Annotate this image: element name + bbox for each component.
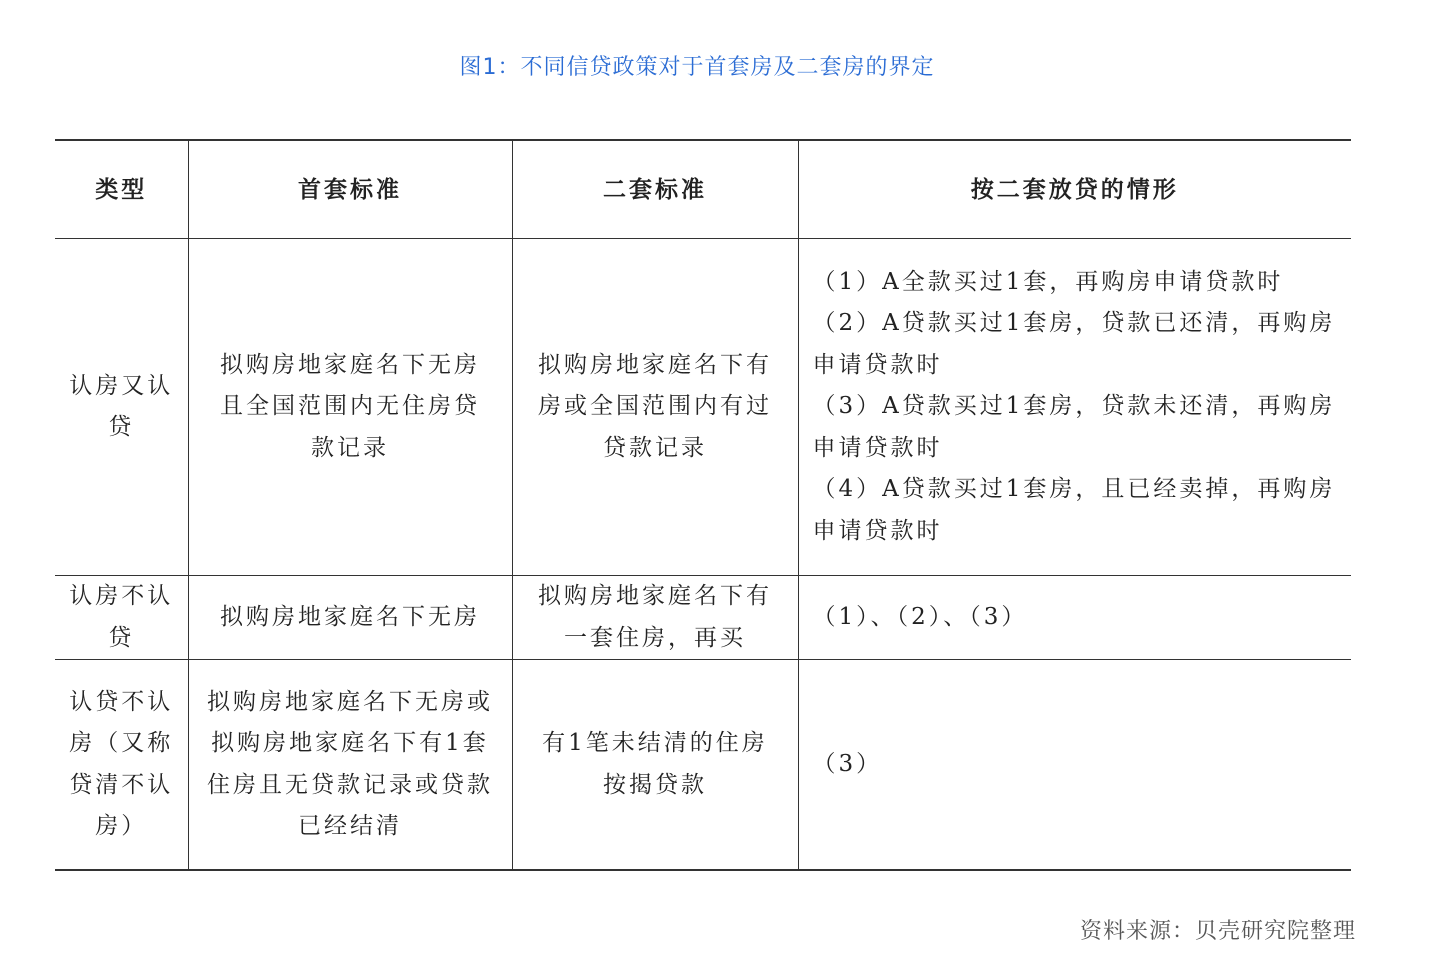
table-row	[55, 576, 1351, 660]
cell-first-home-standard	[188, 660, 512, 871]
standard-line: 拟购房地家庭名下无房或	[207, 688, 493, 715]
header-second-home-loan-cases: 按二套放贷的情形	[798, 140, 1351, 239]
cell-type: 认贷不认房（又称贷清不认房）	[55, 660, 188, 871]
credit-policy-table	[55, 139, 1351, 871]
cell-scenarios	[798, 239, 1351, 576]
scenario-item: （3）A贷款买过1套房，贷款未还清，再购房申请贷款时	[812, 393, 1336, 461]
cell-second-home-standard: 拟购房地家庭名下有一套住房，再买	[512, 576, 798, 660]
table-row	[55, 660, 1351, 871]
figure-title: 图1：不同信贷政策对于首套房及二套房的界定	[459, 55, 935, 80]
standard-line: 拟购房地家庭名下有1套住房且无贷款记录或贷款已经结清	[207, 730, 493, 839]
table-header-row	[55, 140, 1351, 239]
scenario-item: （1）、（2）、（3）	[812, 603, 1028, 630]
scenario-item: （1）A全款买过1套，再购房申请贷款时	[812, 268, 1284, 295]
cell-type: 认房又认贷	[55, 239, 188, 576]
header-second-home-standard: 二套标准	[512, 140, 798, 239]
scenario-item: （4）A贷款买过1套房，且已经卖掉，再购房申请贷款时	[812, 476, 1336, 544]
scenario-item: （2）A贷款买过1套房，贷款已还清，再购房申请贷款时	[812, 310, 1336, 378]
header-first-home-standard: 首套标准	[188, 140, 512, 239]
cell-type: 认房不认贷	[55, 576, 188, 660]
cell-scenarios	[798, 576, 1351, 660]
cell-scenarios	[798, 660, 1351, 871]
source-note: 资料来源：贝壳研究院整理	[1079, 919, 1356, 944]
scenario-item: （3）	[812, 750, 883, 777]
cell-second-home-standard: 拟购房地家庭名下有房或全国范围内有过贷款记录	[512, 239, 798, 576]
header-type: 类型	[55, 140, 188, 239]
cell-second-home-standard: 有1笔未结清的住房按揭贷款	[512, 660, 798, 871]
cell-first-home-standard: 拟购房地家庭名下无房	[188, 576, 512, 660]
table-row	[55, 239, 1351, 576]
cell-first-home-standard: 拟购房地家庭名下无房且全国范围内无住房贷款记录	[188, 239, 512, 576]
